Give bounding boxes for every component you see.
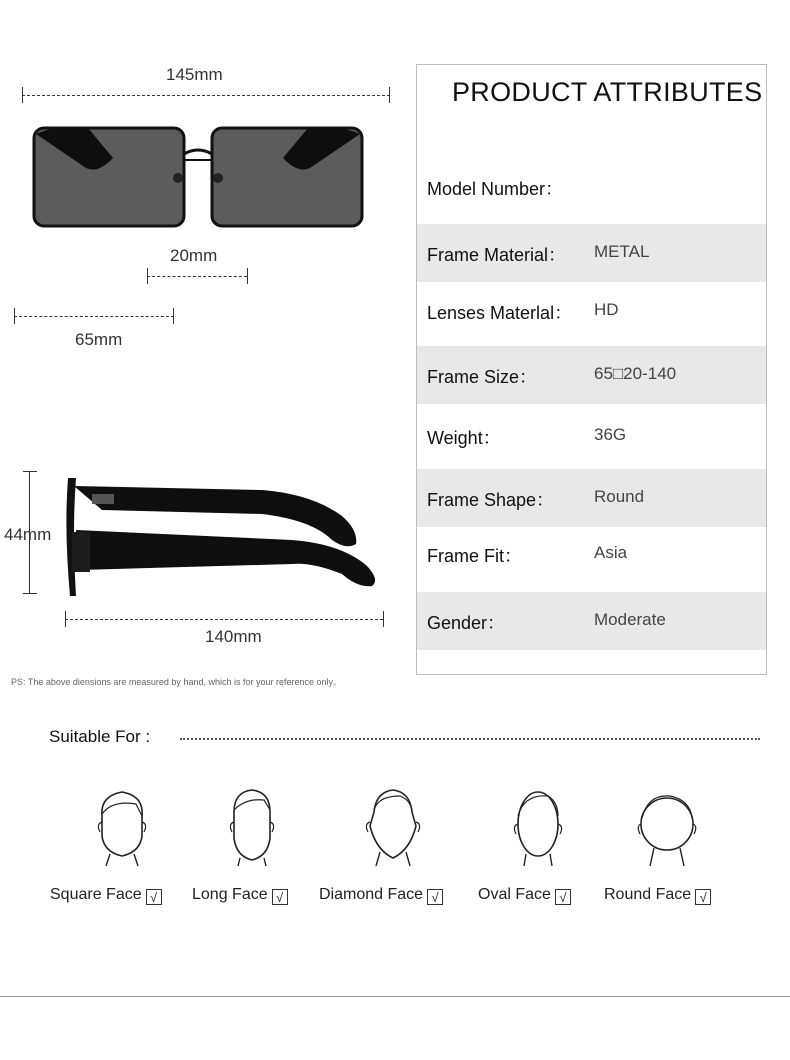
attr-row-frame-material	[417, 224, 766, 282]
dotted-divider	[180, 738, 760, 740]
temple-length-line	[65, 619, 383, 620]
attr-row-gender	[417, 592, 766, 650]
measurement-note: PS: The above diensions are measured by hand, which is for your reference only。	[11, 677, 343, 687]
face-name: Square Face	[50, 886, 142, 903]
attr-value: METAL	[594, 242, 650, 261]
face-caption-round	[604, 886, 711, 905]
product-attributes-panel	[416, 64, 767, 675]
bridge-tick-left	[147, 268, 148, 284]
total-width-line	[22, 95, 390, 96]
bridge-label: 20mm	[170, 246, 218, 265]
attr-value: Moderate	[594, 610, 666, 629]
glasses-side-image	[62, 470, 382, 600]
face-name: Round Face	[604, 886, 692, 903]
attr-label: Frame Fit：	[427, 546, 523, 566]
attr-value: 36G	[594, 425, 627, 444]
check-icon: √	[695, 889, 711, 905]
temple-length-tick-left	[65, 611, 66, 627]
face-caption-square	[50, 886, 162, 905]
check-icon: √	[146, 889, 162, 905]
attr-value: Asia	[594, 543, 628, 562]
total-width-tick-right	[389, 87, 390, 103]
attr-value: 65□20-140	[594, 364, 677, 383]
total-width-label: 145mm	[166, 65, 223, 84]
attributes-title: PRODUCT ATTRIBUTES	[452, 77, 763, 107]
glasses-front-image	[28, 118, 368, 233]
face-caption-oval	[478, 886, 571, 905]
bridge-line	[147, 276, 247, 277]
lens-width-tick-right	[173, 308, 174, 324]
bridge-tick-right	[247, 268, 248, 284]
attr-row-frame-shape	[417, 469, 766, 527]
lens-width-tick-left	[14, 308, 15, 324]
face-caption-long	[192, 886, 288, 905]
attr-row-lenses-material	[417, 282, 766, 340]
lens-height-tick-bottom	[23, 593, 37, 594]
attr-row-weight	[417, 407, 766, 465]
face-name: Long Face	[192, 886, 268, 903]
attr-label: Weight：	[427, 428, 501, 448]
attr-label: Gender：	[427, 613, 506, 633]
lens-height-tick-top	[23, 471, 37, 472]
attr-value: Round	[594, 487, 645, 506]
long-face-icon	[222, 786, 282, 866]
square-face-icon	[92, 786, 152, 866]
check-icon: √	[555, 889, 571, 905]
face-caption-diamond	[319, 886, 443, 905]
attr-label: Model Number：	[427, 179, 564, 199]
lens-height-label: 44mm	[4, 525, 52, 544]
bottom-divider	[0, 996, 790, 997]
oval-face-icon	[508, 786, 568, 866]
face-name: Oval Face	[478, 886, 551, 903]
check-icon: √	[272, 889, 288, 905]
lens-width-label: 65mm	[75, 330, 123, 349]
attr-row-frame-fit	[417, 525, 766, 583]
attr-label: Lenses Materlal：	[427, 303, 573, 323]
attr-row-model-number	[417, 158, 766, 216]
total-width-tick-left	[22, 87, 23, 103]
lens-width-line	[14, 316, 174, 317]
attr-label: Frame Size：	[427, 367, 538, 387]
attr-value: HD	[594, 300, 619, 319]
attr-row-frame-size	[417, 346, 766, 404]
diamond-face-icon	[360, 786, 426, 866]
suitable-for-label: Suitable For :	[49, 727, 151, 746]
round-face-icon	[636, 786, 698, 866]
attr-label: Frame Shape：	[427, 490, 555, 510]
temple-length-tick-right	[383, 611, 384, 627]
face-name: Diamond Face	[319, 886, 424, 903]
temple-length-label: 140mm	[205, 627, 262, 646]
check-icon: √	[427, 889, 443, 905]
attr-label: Frame Material：	[427, 245, 567, 265]
